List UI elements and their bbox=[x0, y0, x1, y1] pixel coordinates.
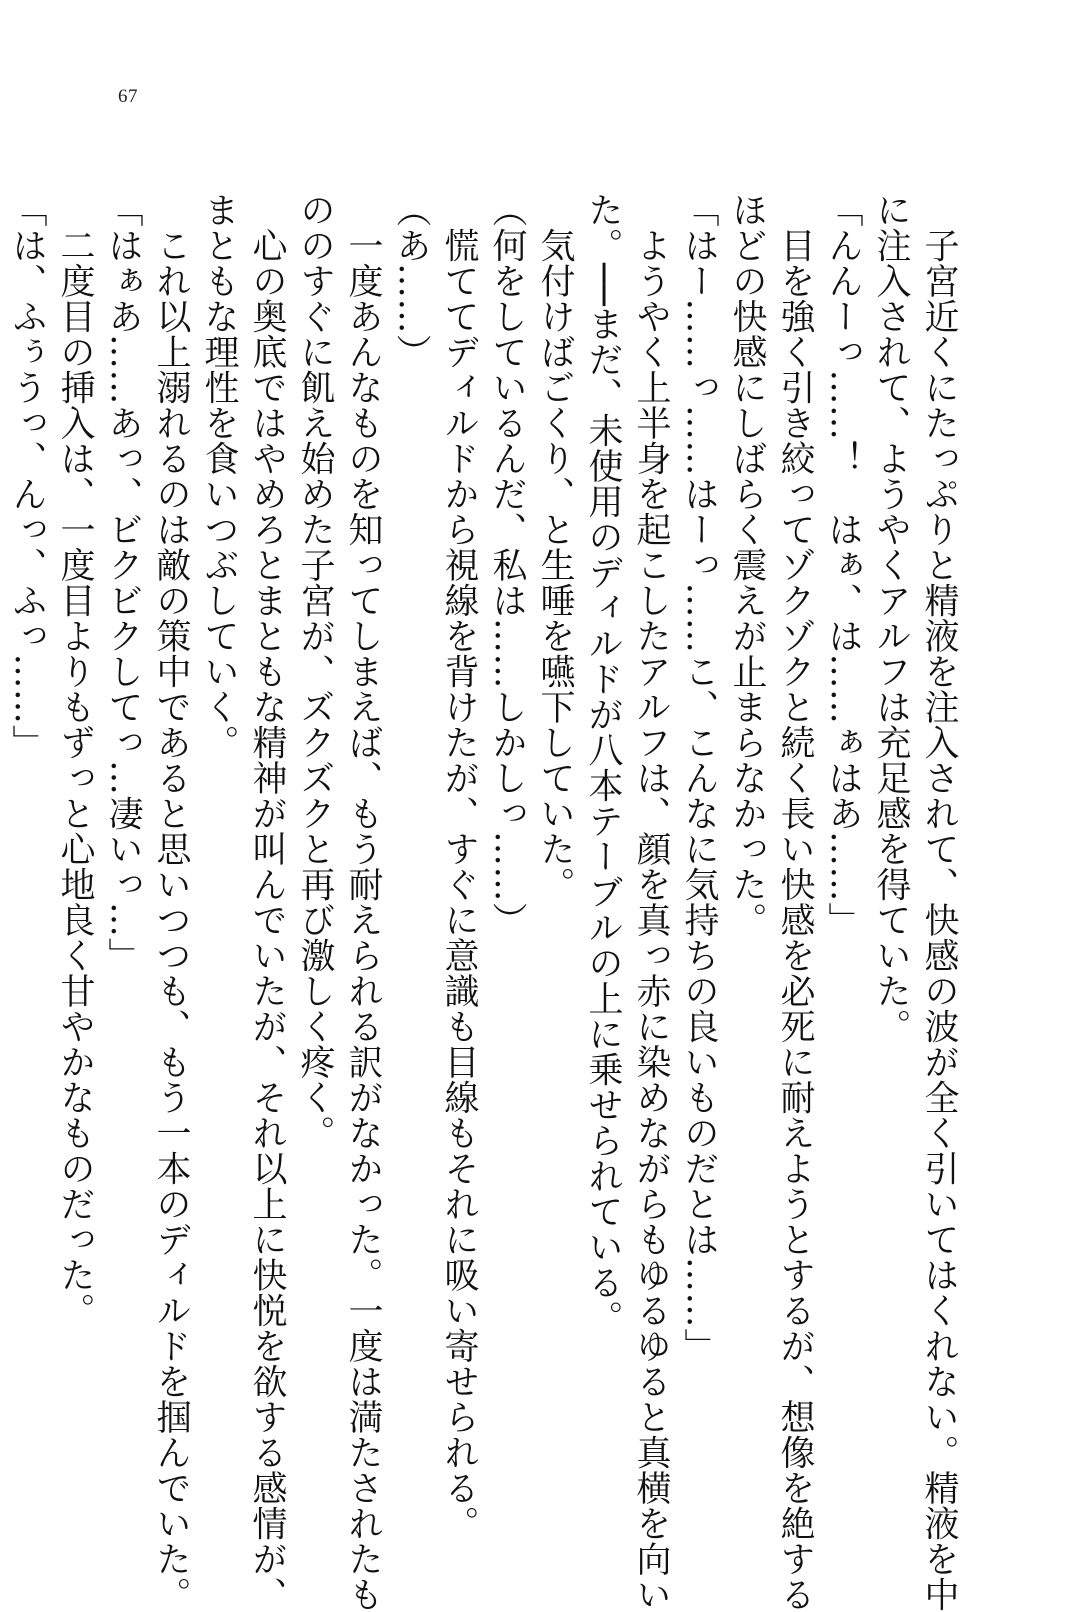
text-line: 子宮近くにたっぷりと精液を注入されて、快感の波が全く引いてはくれない。精液を中 bbox=[919, 192, 959, 1612]
text-line: これ以上溺れるのは敵の策中であると思いつつも、もう一本のディルドを掴んでいた。 bbox=[151, 192, 191, 1612]
text-line: 「はー……っ……はーっ……こ、こんなに気持ちの良いものだとは……」 bbox=[679, 192, 719, 1364]
text-line: （何をしているんだ、私は……しかしっ……） bbox=[487, 192, 527, 938]
text-line: 二度目の挿入は、一度目よりもずっと心地良く甘やかなものだった。 bbox=[55, 192, 95, 1328]
text-line: た。──まだ、未使用のディルドが八本テーブルの上に乗せられている。 bbox=[583, 192, 623, 1336]
text-line: （あ……） bbox=[391, 192, 431, 370]
page-number: 67 bbox=[118, 86, 138, 107]
text-line: 目を強く引き絞ってゾクゾクと続く長い快感を必死に耐えようとするが、想像を絶する bbox=[775, 192, 815, 1612]
text-line: 一度あんなものを知ってしまえば、もう耐えられる訳がなかった。一度は満たされたも bbox=[343, 192, 383, 1612]
text-line: まともな理性を食いつぶしていく。 bbox=[199, 192, 239, 760]
text-line: ほどの快感にしばらく震えが止まらなかった。 bbox=[727, 192, 767, 938]
text-line: ののすぐに飢え始めた子宮が、ズクズクと再び激しく疼く。 bbox=[295, 192, 335, 1151]
text-line: 「はぁあ……あっ、ビクビクしてっ…凄いっ…」 bbox=[103, 192, 143, 973]
text-line: 「は、ふぅうっ、んっ、ふっ……」 bbox=[7, 192, 47, 760]
text-line: 心の奥底ではやめろとまともな精神が叫んでいたが、それ以上に快悦を欲する感情が、 bbox=[247, 192, 287, 1612]
text-line: 「んんーっ……！ はぁ、は……ぁはあ……」 bbox=[823, 192, 863, 938]
text-line: に注入されて、ようやくアルフは充足感を得ていた。 bbox=[871, 192, 911, 1044]
novel-body-text bbox=[7, 192, 963, 1612]
text-line: 慌ててディルドから視線を背けたが、すぐに意識も目線もそれに吸い寄せられる。 bbox=[439, 192, 479, 1541]
text-line: 気付けばごくり、と生唾を嚥下していた。 bbox=[535, 192, 575, 902]
text-line: ようやく上半身を起こしたアルフは、顔を真っ赤に染めながらもゆるゆると真横を向い bbox=[631, 192, 671, 1612]
